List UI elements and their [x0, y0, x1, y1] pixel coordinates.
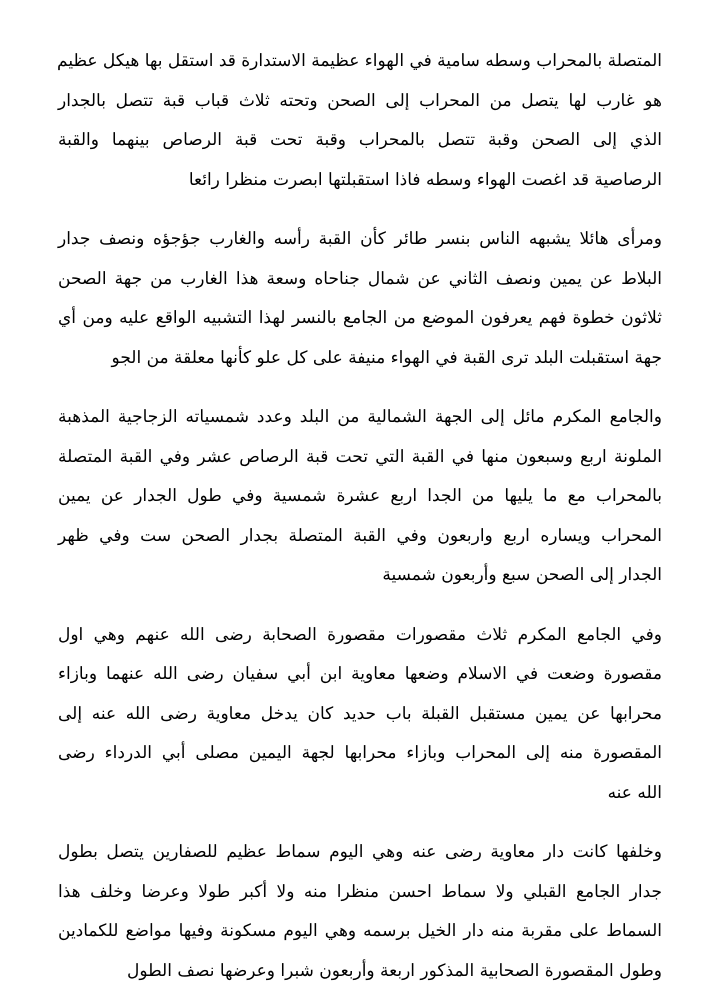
text-line: المقصورة منه إلى المحراب وبازاء محرابها لجهة اليمين مصلى أبي الدرداء رضى: [58, 743, 662, 763]
text-line: وفي الجامع المكرم ثلاث مقصورات مقصورة الصحابة رضى الله عنهم وهي اول: [58, 624, 662, 645]
text-line: الذي إلى الصحن وقبة تتصل بالمحراب وقبة تحت قبة الرصاص بينهما والقبة: [58, 130, 662, 150]
text-line: الله عنه: [607, 782, 662, 803]
text-line: مقصورة وضعت في الاسلام وضعها معاوية ابن أبي سفيان رضى الله عنهما وبازاء: [58, 664, 662, 684]
text-line: هو غارب لها يتصل من المحراب إلى الصحن وتحته ثلاث قباب قبة تتصل بالجدار: [58, 90, 662, 111]
text-line: الملونة اربع وسبعون منها في القبة التي تحت قبة الرصاص عشر وفي القبة المتصلة: [58, 446, 662, 467]
text-line: وخلفها كانت دار معاوية رضى عنه وهي اليوم سماط عظيم للصفارين يتصل بطول: [58, 842, 662, 862]
text-line: السماط على مقربة منه دار الخيل برسمه وهي اليوم مسكونة وفيها مواضع للكمادين: [58, 921, 662, 941]
text-line: البلاط عن يمين ونصف الثاني عن شمال جناحاه وسعة هذا الغارب من جهة الصحن: [58, 268, 662, 289]
text-line: الجدار إلى الصحن سبع وأربعون شمسية: [382, 565, 662, 585]
text-line: محرابها عن يمين مستقبل القبلة باب حديد كان يدخل معاوية رضى الله عنه إلى: [58, 703, 662, 724]
text-line: جهة استقبلت البلد ترى القبة في الهواء منيفة على كل علو كأنها معلقة من الجو: [111, 347, 662, 368]
text-line: جدار الجامع القبلي ولا سماط احسن منظرا منه ولا أكبر طولا وعرضا وخلف هذا: [58, 881, 662, 902]
text-line: ومرأى هائلا يشبهه الناس بنسر طائر كأن القبة رأسه والغارب جؤجؤه ونصف جدار: [58, 229, 662, 249]
text-line: وطول المقصورة الصحابية المذكور اربعة وأربعون شبرا وعرضها نصف الطول: [126, 960, 662, 981]
paragraph-4: [58, 616, 662, 814]
text-line: المتصلة بالمحراب وسطه سامية في الهواء عظيمة الاستدارة قد استقل بها هيكل عظيم: [57, 51, 662, 71]
paragraph-5: [58, 833, 662, 991]
paragraph-1: [58, 42, 662, 200]
paragraph-2: [58, 220, 662, 378]
paragraph-3: [58, 398, 662, 596]
text-line: والجامع المكرم مائل إلى الجهة الشمالية من البلد وعدد شمسياته الزجاجية المذهبة: [58, 407, 662, 427]
text-line: ثلاثون خطوة فهم يعرفون الموضع من الجامع بالنسر لهذا التشبيه الواقع عليه ومن أي: [58, 308, 662, 328]
text-line: بالمحراب مع ما يليها من الجدا اربع عشرة شمسية وفي طول الجدار عن يمين: [58, 486, 662, 506]
text-line: الرصاصية قد اغصت الهواء وسطه فاذا استقبلتها ابصرت منظرا رائعا: [188, 169, 662, 190]
text-line: المحراب ويساره اربع واربعون وفي القبة المتصلة بجدار الصحن ست وفي ظهر: [58, 525, 662, 546]
